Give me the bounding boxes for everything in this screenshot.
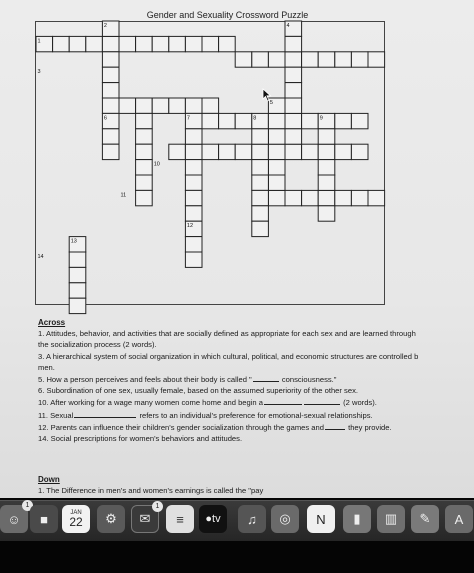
crossword-cell bbox=[185, 237, 202, 252]
bar-chart-icon: ▥ bbox=[384, 511, 398, 526]
video-camera-icon: ■ bbox=[40, 511, 48, 527]
crossword-cell bbox=[102, 52, 119, 67]
answer-blank bbox=[253, 373, 279, 382]
pages-icon[interactable] bbox=[411, 505, 439, 533]
crossword-cell bbox=[285, 98, 302, 113]
clue-number: 7 bbox=[186, 115, 190, 122]
clue-number: 4 bbox=[286, 23, 290, 29]
across-heading: Across bbox=[38, 318, 66, 327]
crossword-cell bbox=[185, 206, 202, 221]
crossword-cell bbox=[219, 144, 236, 159]
crossword-cell bbox=[318, 129, 335, 144]
tv-label: tv bbox=[212, 513, 221, 525]
crossword-cell bbox=[136, 144, 153, 159]
clue-text: they provide. bbox=[345, 422, 392, 432]
clue-line bbox=[38, 409, 418, 421]
gear-icon: ⚙ bbox=[105, 511, 117, 526]
crossword-cell bbox=[351, 144, 368, 159]
answer-blank bbox=[74, 409, 136, 418]
clue-line: 1. Attitudes, behavior, and activities that are socially defined as appropriate for each sex and are learned through bbox=[38, 329, 416, 339]
crossword-cell bbox=[351, 113, 368, 128]
crossword-cell bbox=[235, 52, 252, 67]
calendar-icon[interactable] bbox=[62, 505, 90, 533]
crossword-cell bbox=[185, 190, 202, 205]
calendar-day: 22 bbox=[69, 515, 83, 529]
music-icon[interactable] bbox=[238, 505, 266, 533]
music-note-icon: ♫ bbox=[247, 511, 257, 527]
clue-number: 11 bbox=[120, 192, 127, 199]
clue-number: 9 bbox=[319, 115, 323, 122]
crossword-cell bbox=[252, 52, 269, 67]
news-n-icon: N bbox=[316, 511, 326, 527]
mail-icon[interactable] bbox=[131, 505, 159, 533]
crossword-cell bbox=[136, 113, 153, 128]
notes-icon[interactable] bbox=[166, 505, 194, 533]
clue-text: (2 words). bbox=[340, 398, 377, 408]
envelope-icon: ✉ bbox=[139, 511, 151, 526]
crossword-cell bbox=[302, 52, 319, 67]
crossword-cell bbox=[136, 190, 153, 205]
crossword-cell bbox=[235, 113, 252, 128]
notes-lines-icon: ≡ bbox=[176, 511, 184, 527]
crossword-cell bbox=[285, 190, 302, 205]
crossword-cell bbox=[285, 36, 302, 51]
crossword-cell bbox=[252, 175, 269, 190]
crossword-cell bbox=[318, 190, 335, 205]
crossword-cell bbox=[318, 160, 335, 175]
crossword-cell bbox=[169, 36, 186, 51]
crossword-cell bbox=[268, 190, 285, 205]
broadcast-icon: ◎ bbox=[279, 511, 291, 526]
crossword-cell bbox=[335, 52, 352, 67]
crossword-cell bbox=[185, 175, 202, 190]
crossword-cell bbox=[268, 113, 285, 128]
crossword-cell bbox=[102, 98, 119, 113]
down-clues bbox=[38, 474, 263, 496]
crossword-cell bbox=[335, 113, 352, 128]
dock bbox=[0, 500, 474, 541]
crossword-cell bbox=[285, 113, 302, 128]
crossword-cell bbox=[219, 113, 236, 128]
crossword-cell bbox=[185, 160, 202, 175]
apple-logo-icon: ● bbox=[205, 513, 213, 525]
crossword-cell bbox=[368, 52, 385, 67]
podcasts-icon[interactable] bbox=[271, 505, 299, 533]
crossword-cell bbox=[185, 144, 202, 159]
clue-line: the socialization process (2 words). bbox=[38, 340, 157, 350]
answer-blank bbox=[304, 396, 340, 405]
crossword-cell bbox=[102, 83, 119, 98]
clue-text: 12. Parents can influence their children's gender socialization through the games and bbox=[38, 422, 324, 432]
crossword-cell bbox=[86, 36, 103, 51]
clue-text: 11. Sexual bbox=[38, 410, 74, 420]
notification-badge: 1 bbox=[152, 501, 163, 512]
crossword-cell bbox=[335, 144, 352, 159]
crossword-cell bbox=[268, 144, 285, 159]
crossword-cell bbox=[252, 144, 269, 159]
crossword-cell bbox=[152, 36, 169, 51]
news-icon[interactable] bbox=[307, 505, 335, 533]
crossword-cell bbox=[285, 67, 302, 82]
appletv-icon[interactable] bbox=[199, 505, 227, 533]
clue-number: 1 bbox=[37, 38, 41, 45]
answer-blank bbox=[325, 421, 345, 430]
clue-number: 2 bbox=[103, 23, 107, 29]
crossword-cell bbox=[119, 98, 136, 113]
crossword-cell bbox=[69, 36, 86, 51]
down-heading: Down bbox=[38, 475, 60, 484]
crossword-cell bbox=[285, 83, 302, 98]
clue-number: 8 bbox=[253, 115, 257, 122]
crossword-cell bbox=[185, 98, 202, 113]
podium-icon: ▮ bbox=[353, 511, 361, 526]
crossword-cell bbox=[202, 113, 219, 128]
crossword-cell bbox=[202, 36, 219, 51]
crossword-cell bbox=[69, 298, 86, 313]
crossword-cell bbox=[302, 113, 319, 128]
clue-text: 10. After working for a wage many women come home and begin a bbox=[38, 398, 263, 408]
crossword-cell bbox=[185, 252, 202, 267]
finder-icon[interactable] bbox=[0, 502, 30, 533]
crossword-cell bbox=[285, 52, 302, 67]
puzzle-title: Gender and Sexuality Crossword Puzzle bbox=[146, 10, 309, 20]
crossword-cell bbox=[102, 36, 119, 51]
crossword-cell bbox=[318, 206, 335, 221]
crossword-cell bbox=[185, 129, 202, 144]
crossword-cell bbox=[252, 206, 269, 221]
crossword-cell bbox=[69, 283, 86, 298]
crossword-cell bbox=[252, 160, 269, 175]
clue-line: 14. Social prescriptions for women's behaviors and attitudes. bbox=[38, 434, 243, 444]
calendar-month: JAN bbox=[70, 510, 82, 516]
clue-line: 1. The Difference in men's and women's earnings is called the "pay bbox=[38, 486, 264, 496]
clue-number: 6 bbox=[103, 115, 107, 122]
crossword-cell bbox=[152, 98, 169, 113]
crossword-cell bbox=[252, 129, 269, 144]
numbers-icon[interactable] bbox=[377, 505, 405, 533]
crossword-cell bbox=[136, 98, 153, 113]
appstore-icon[interactable] bbox=[445, 505, 473, 533]
crossword-cell bbox=[185, 36, 202, 51]
crossword-cell bbox=[119, 36, 136, 51]
crossword-cell bbox=[102, 67, 119, 82]
clue-text: refers to an individual's preference for emotional-sexual relationships. bbox=[137, 410, 373, 420]
crossword-cell bbox=[335, 190, 352, 205]
clue-number: 14 bbox=[37, 254, 44, 260]
crossword-cell bbox=[69, 267, 86, 282]
crossword-cell bbox=[136, 160, 153, 175]
crossword-cell bbox=[351, 190, 368, 205]
clue-line bbox=[38, 373, 418, 385]
clue-line bbox=[38, 396, 418, 408]
clue-line bbox=[38, 421, 418, 433]
clue-line: 3. A hierarchical system of social organization in which cultural, political, and economic structures are controlled b bbox=[38, 351, 419, 361]
crossword-cell bbox=[268, 52, 285, 67]
crossword-cell bbox=[302, 144, 319, 159]
crossword-cell bbox=[136, 175, 153, 190]
crossword-cell bbox=[285, 144, 302, 159]
crossword-cell bbox=[302, 190, 319, 205]
clue-line: 6. Subordination of one sex, usually female, based on the assumed superiority of the other sex. bbox=[38, 386, 358, 396]
across-clues bbox=[38, 317, 418, 444]
clue-text: 5. How a person perceives and feels about their body is called " bbox=[38, 375, 252, 385]
keynote-icon[interactable] bbox=[343, 505, 371, 533]
clue-text: consciousness." bbox=[279, 375, 337, 385]
crossword-cell bbox=[202, 144, 219, 159]
appstore-a-icon: A bbox=[454, 511, 464, 527]
crossword-cell bbox=[368, 190, 385, 205]
crossword-cell bbox=[169, 98, 186, 113]
crossword-cell bbox=[69, 252, 86, 267]
crossword-cell bbox=[102, 144, 119, 159]
clue-number: 13 bbox=[70, 238, 77, 245]
camera-icon[interactable] bbox=[30, 505, 58, 533]
crossword-cell bbox=[235, 144, 252, 159]
crossword-cell bbox=[53, 36, 70, 51]
smiley-icon: ☺ bbox=[7, 511, 21, 527]
clue-line: men. bbox=[38, 362, 55, 372]
screensharing-icon[interactable] bbox=[97, 505, 125, 533]
crossword-cell bbox=[318, 52, 335, 67]
clue-number: 3 bbox=[37, 69, 41, 76]
crossword-cell bbox=[268, 175, 285, 190]
pen-icon: ✎ bbox=[419, 511, 431, 526]
crossword-cell bbox=[351, 52, 368, 67]
notification-badge: 1 bbox=[22, 500, 33, 511]
crossword-cell bbox=[268, 129, 285, 144]
crossword-cell bbox=[318, 175, 335, 190]
crossword-cell bbox=[136, 36, 153, 51]
clue-number: 10 bbox=[153, 161, 160, 168]
answer-blank bbox=[264, 396, 302, 405]
crossword-cell bbox=[102, 129, 119, 144]
crossword-cell bbox=[252, 190, 269, 205]
mouse-cursor-icon bbox=[262, 88, 272, 102]
crossword-cell bbox=[268, 160, 285, 175]
crossword-cell bbox=[202, 98, 219, 113]
crossword-cell bbox=[318, 144, 335, 159]
crossword-cell bbox=[169, 144, 186, 159]
crossword-cell bbox=[252, 221, 269, 236]
clue-number: 5 bbox=[269, 100, 273, 106]
crossword-cell bbox=[285, 129, 302, 144]
clue-number: 12 bbox=[186, 223, 194, 230]
crossword-cell bbox=[219, 36, 236, 51]
crossword-cell bbox=[136, 129, 153, 144]
